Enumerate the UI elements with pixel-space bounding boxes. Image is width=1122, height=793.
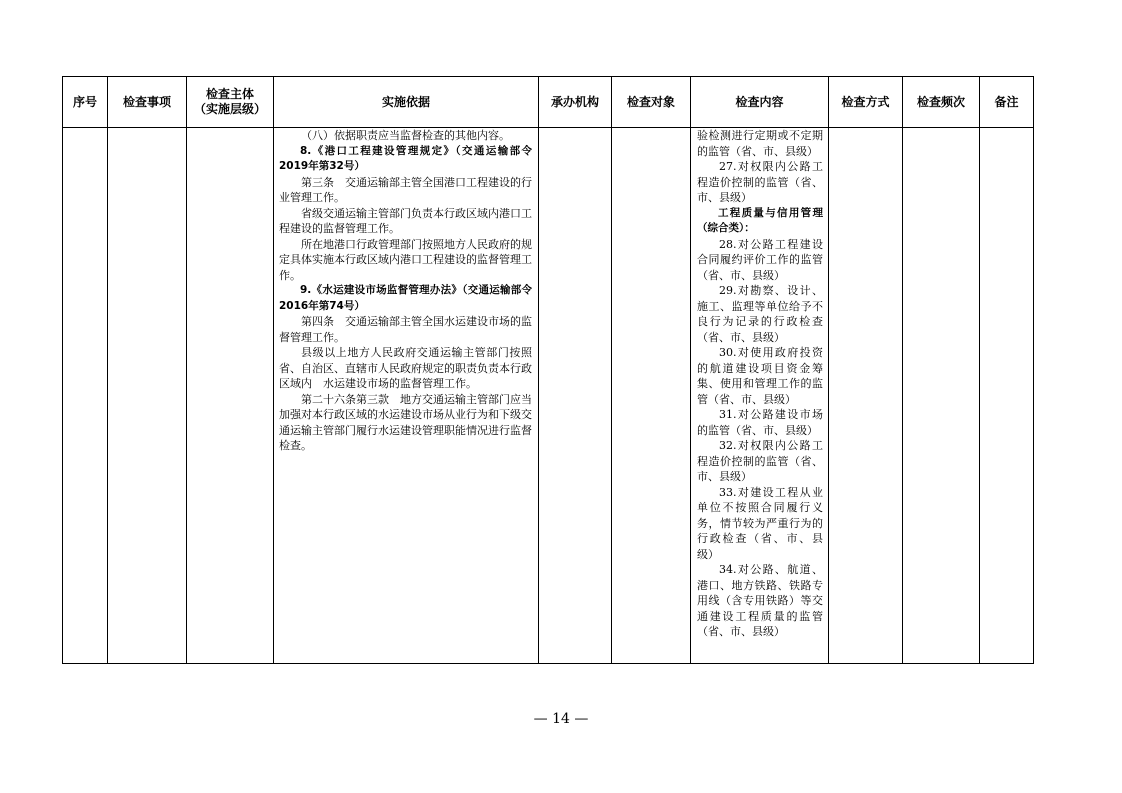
inspection-table — [62, 76, 1034, 664]
content-paragraph: 29.对勘察、设计、施工、监理等单位给予不良行为记录的行政检查（省、市、县级） — [697, 284, 823, 344]
header-handling-agency: 承办机构 — [539, 77, 612, 128]
cell-inspection-target — [612, 128, 691, 664]
header-inspection-method: 检查方式 — [829, 77, 903, 128]
table-header-row — [63, 77, 1034, 128]
basis-paragraph: （八）依据职责应当监督检查的其他内容。 — [301, 129, 510, 142]
header-inspection-frequency: 检查频次 — [903, 77, 980, 128]
cell-inspection-subject — [187, 128, 274, 664]
content-paragraph: 33.对建设工程从业单位不按照合同履行义务，情节较为严重行为的行政检查（省、市、县级） — [697, 485, 823, 561]
cell-inspection-item — [108, 128, 187, 664]
header-inspection-subject-line1: 检查主体 — [205, 87, 254, 101]
header-inspection-subject-line2: （实施层级） — [193, 102, 266, 116]
content-paragraph: 验检测进行定期或不定期的监管（省、市、县级） — [697, 129, 823, 158]
basis-paragraph: 9.《水运建设市场监督管理办法》（交通运输部令2016年第74号） — [279, 284, 532, 312]
content-paragraph: 27.对权限内公路工程造价控制的监管（省、市、县级） — [697, 160, 823, 204]
header-inspection-item: 检查事项 — [108, 77, 187, 128]
content-paragraph: 30.对使用政府投资的航道建设项目资金筹集、使用和管理工作的监管（省、市、县级） — [697, 346, 823, 406]
basis-paragraph: 县级以上地方人民政府交通运输主管部门按照省、自治区、直辖市人民政府规定的职责负责本行政区域内 水运建设市场的监督管理工作。 — [279, 346, 532, 390]
content-paragraph: 32.对权限内公路工程造价控制的监管（省、市、县级） — [697, 439, 823, 483]
cell-remarks — [980, 128, 1034, 664]
basis-paragraph: 所在地港口行政管理部门按照地方人民政府的规定具体实施本行政区域内港口工程建设的监督管理工作。 — [279, 237, 532, 282]
cell-serial-number — [63, 128, 108, 664]
basis-paragraph: 第三条 交通运输部主管全国港口工程建设的行业管理工作。 — [279, 175, 532, 204]
cell-inspection-content — [691, 128, 829, 664]
content-paragraph: 31.对公路建设市场的监管（省、市、县级） — [697, 408, 823, 437]
cell-inspection-method — [829, 128, 903, 664]
content-paragraph: 28.对公路工程建设合同履约评价工作的监管（省、市、县级） — [697, 237, 823, 282]
header-inspection-subject — [187, 77, 274, 128]
basis-paragraph: 第二十六条第三款 地方交通运输主管部门应当加强对本行政区域的水运建设市场从业行为和下级交通运输主管部门履行水运建设管理职能情况进行监督检查。 — [279, 392, 532, 452]
basis-paragraph: 省级交通运输主管部门负责本行政区域内港口工程建设的监督管理工作。 — [279, 206, 532, 235]
content-paragraph: 34.对公路、航道、港口、地方铁路、铁路专用线（含专用铁路）等交通建设工程质量的监管（省、市、县级） — [697, 563, 823, 638]
cell-handling-agency — [539, 128, 612, 664]
header-implementation-basis: 实施依据 — [274, 77, 539, 128]
table-row — [63, 128, 1034, 664]
cell-inspection-frequency — [903, 128, 980, 664]
basis-paragraph: 第四条 交通运输部主管全国水运建设市场的监督管理工作。 — [279, 315, 532, 344]
basis-paragraph: 8.《港口工程建设管理规定》（交通运输部令2019年第32号） — [279, 144, 532, 172]
header-inspection-content: 检查内容 — [691, 77, 829, 128]
page-number: — 14 — — [533, 711, 589, 727]
content-paragraph: 工程质量与信用管理（综合类）： — [697, 206, 823, 234]
header-serial-number: 序号 — [63, 77, 108, 128]
header-remarks: 备注 — [980, 77, 1034, 128]
header-inspection-target: 检查对象 — [612, 77, 691, 128]
cell-implementation-basis — [274, 128, 539, 664]
